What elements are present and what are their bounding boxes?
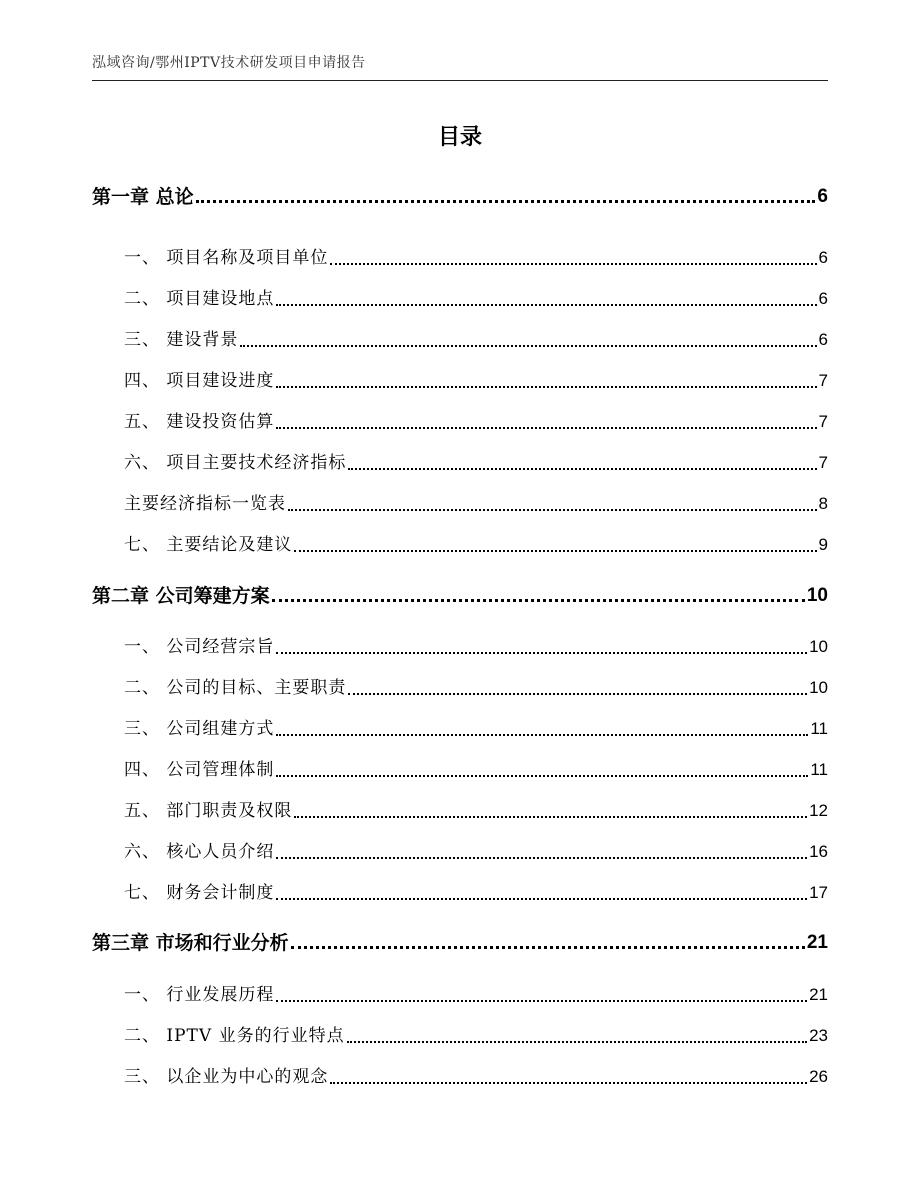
- running-header: 泓域咨询/鄂州IPTV技术研发项目申请报告: [92, 55, 366, 71]
- toc-section-entry[interactable]: [124, 531, 828, 559]
- toc-section-entry[interactable]: [124, 981, 828, 1009]
- toc-page-number: 21: [806, 932, 828, 953]
- toc-page-number: 26: [809, 1067, 828, 1086]
- toc-section-entry[interactable]: [124, 797, 828, 825]
- toc-section-label: 七、 财务会计制度: [124, 883, 275, 903]
- toc-title: 目录: [437, 125, 482, 150]
- toc-page-number: 11: [810, 760, 828, 779]
- toc-section-label: 六、 核心人员介绍: [124, 842, 275, 862]
- toc-page-number: 9: [818, 535, 828, 554]
- toc-chapter-label: 第三章 市场和行业分析: [92, 932, 289, 954]
- toc-page-number: 6: [817, 186, 828, 207]
- toc-section-entry[interactable]: [124, 838, 828, 866]
- dot-leader: [348, 468, 816, 470]
- toc-page-number: 7: [818, 371, 828, 390]
- dot-leader: [294, 816, 807, 818]
- toc-section-label: 二、 项目建设地点: [124, 289, 275, 309]
- toc-section-entry[interactable]: [124, 326, 828, 354]
- toc-section-label: 六、 项目主要技术经济指标: [124, 453, 347, 473]
- dot-leader: [288, 509, 817, 511]
- toc-page-number: 10: [809, 678, 828, 697]
- toc-page-number: 17: [809, 883, 828, 902]
- toc-section-entry[interactable]: [124, 367, 828, 395]
- toc-page-number: 6: [818, 289, 828, 308]
- toc-page-number: 11: [810, 719, 828, 738]
- dot-leader: [276, 427, 816, 429]
- dot-leader: [294, 550, 816, 552]
- dot-leader: [272, 599, 805, 602]
- dot-leader: [276, 775, 808, 777]
- toc-section-entry[interactable]: [124, 756, 828, 784]
- dot-leader: [291, 946, 805, 949]
- toc-chapter-entry[interactable]: [92, 929, 828, 957]
- dot-leader: [276, 652, 807, 654]
- dot-leader: [330, 1082, 807, 1084]
- dot-leader: [347, 1041, 808, 1043]
- toc-section-label: 三、 以企业为中心的观念: [124, 1067, 329, 1087]
- toc-section-entry[interactable]: [124, 715, 828, 743]
- toc-section-label: 三、 公司组建方式: [124, 719, 275, 739]
- toc-section-label: 五、 部门职责及权限: [124, 801, 293, 821]
- toc-page-number: 7: [818, 453, 828, 472]
- toc-section-entry[interactable]: [124, 244, 828, 272]
- toc-section-label: 二、 公司的目标、主要职责: [124, 678, 347, 698]
- toc-section-entry[interactable]: [124, 633, 828, 661]
- dot-leader: [348, 693, 807, 695]
- toc-page-number: 8: [818, 494, 828, 513]
- dot-leader: [330, 263, 816, 265]
- toc-section-entry[interactable]: [124, 879, 828, 907]
- toc-section-entry[interactable]: [124, 1022, 828, 1050]
- toc-chapter-label: 第二章 公司筹建方案: [92, 585, 270, 607]
- toc-section-label: 一、 项目名称及项目单位: [124, 248, 329, 268]
- toc-page-number: 10: [806, 585, 828, 606]
- toc-section-entry[interactable]: [124, 490, 828, 518]
- dot-leader: [276, 857, 807, 859]
- dot-leader: [240, 345, 816, 347]
- dot-leader: [276, 386, 816, 388]
- toc-section-label: 五、 建设投资估算: [124, 412, 275, 432]
- toc-chapter-entry[interactable]: [92, 183, 828, 211]
- toc-page-number: 6: [818, 248, 828, 267]
- toc-section-label: 一、 公司经营宗旨: [124, 637, 275, 657]
- toc-section-label: 主要经济指标一览表: [124, 494, 286, 514]
- toc-section-entry[interactable]: [124, 408, 828, 436]
- toc-page-number: 12: [809, 801, 828, 820]
- toc-page-number: 7: [818, 412, 828, 431]
- toc-page-number: 21: [809, 985, 828, 1004]
- dot-leader: [276, 304, 816, 306]
- toc-section-label: 七、 主要结论及建议: [124, 535, 293, 555]
- toc-section-label: 四、 公司管理体制: [124, 760, 275, 780]
- dot-leader: [276, 1000, 807, 1002]
- toc-section-entry[interactable]: [124, 1063, 828, 1091]
- dot-leader: [196, 200, 816, 203]
- toc-page-number: 23: [809, 1026, 828, 1045]
- toc-section-entry[interactable]: [124, 285, 828, 313]
- toc-section-label: 一、 行业发展历程: [124, 985, 275, 1005]
- toc-section-entry[interactable]: [124, 449, 828, 477]
- toc-chapter-label: 第一章 总论: [92, 186, 194, 208]
- dot-leader: [276, 898, 807, 900]
- toc-section-label: 三、 建设背景: [124, 330, 239, 350]
- toc-chapter-entry[interactable]: [92, 582, 828, 610]
- toc-page-number: 16: [809, 842, 828, 861]
- toc-section-entry[interactable]: [124, 674, 828, 702]
- toc-section-label: 二、 IPTV 业务的行业特点: [124, 1026, 345, 1046]
- dot-leader: [276, 734, 808, 736]
- toc-section-label: 四、 项目建设进度: [124, 371, 275, 391]
- toc-page-number: 6: [818, 330, 828, 349]
- toc-page-number: 10: [809, 637, 828, 656]
